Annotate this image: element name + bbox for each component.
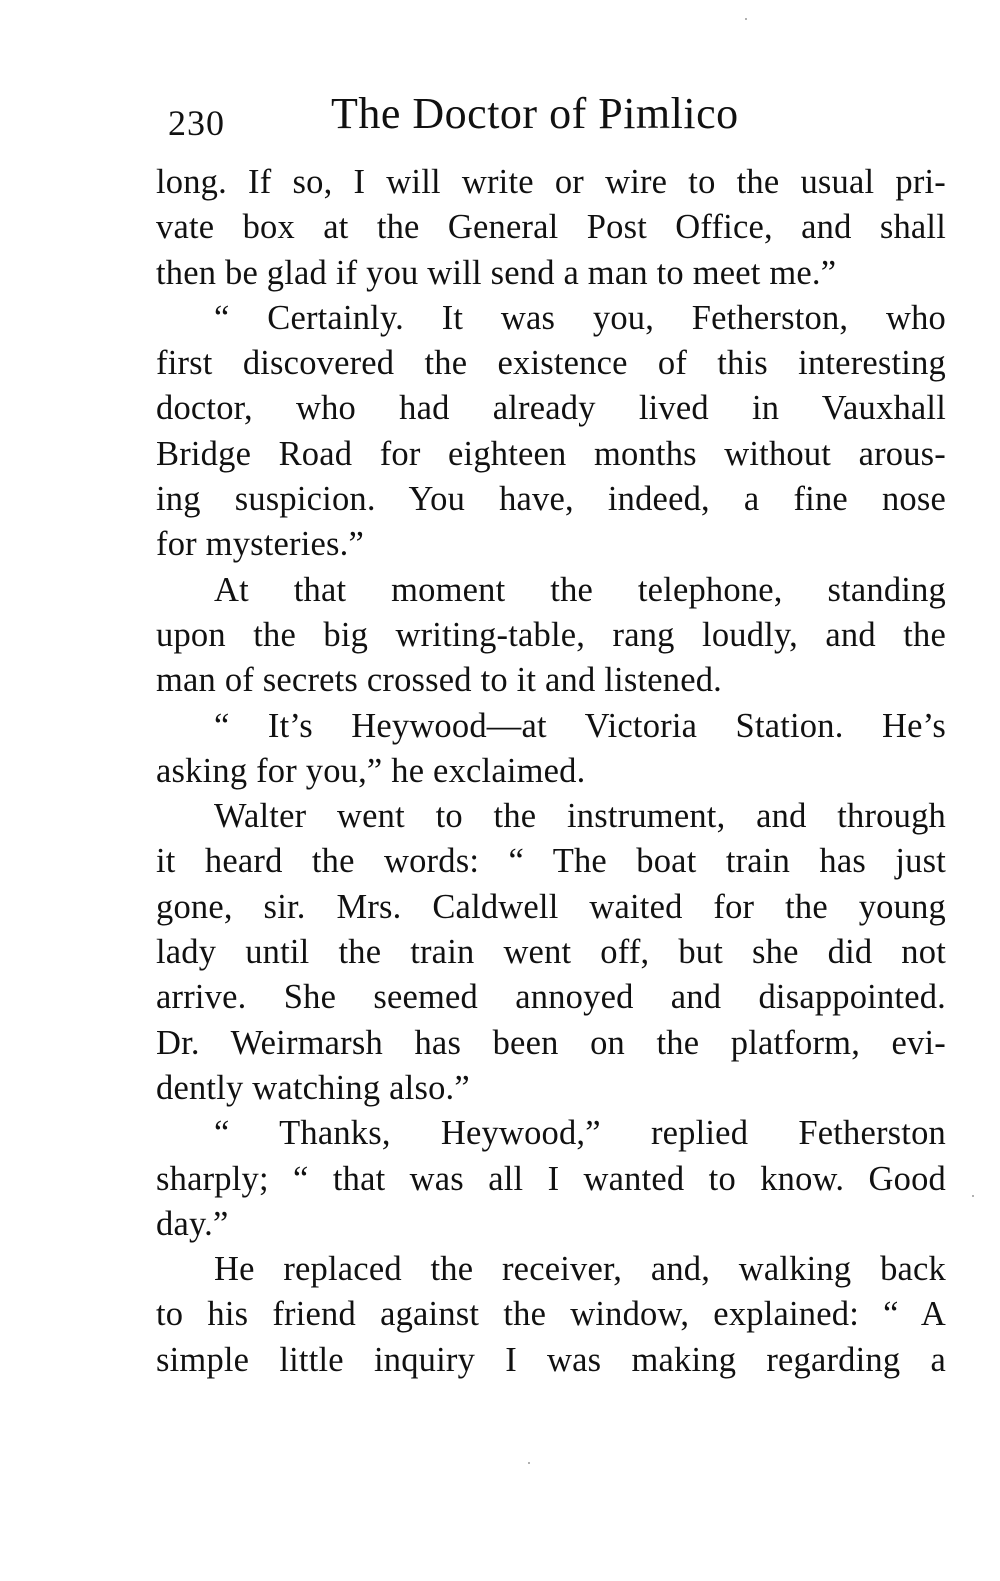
text-line: Bridge Road for eighteen months without arous- — [156, 434, 946, 473]
text-line: first discovered the existence of this interesting — [156, 344, 946, 383]
text-line: gone, sir. Mrs. Caldwell waited for the young — [156, 887, 946, 926]
text-line: it heard the words: “ The boat train has just — [156, 842, 946, 881]
scan-speck — [972, 1195, 974, 1197]
text-line: sharply; “ that was all I wanted to know. Good — [156, 1159, 946, 1198]
text-line: asking for you,” he exclaimed. — [156, 751, 586, 790]
page-number: 230 — [168, 103, 225, 143]
text-line: He replaced the receiver, and, walking back — [214, 1250, 946, 1289]
text-line: ing suspicion. You have, indeed, a fine nose — [156, 480, 946, 519]
text-line: man of secrets crossed to it and listened. — [156, 661, 722, 700]
text-line: to his friend against the window, explained: “ A — [156, 1295, 946, 1334]
text-line: Dr. Weirmarsh has been on the platform, evi- — [156, 1023, 946, 1062]
text-line: “ Thanks, Heywood,” replied Fetherston — [214, 1114, 946, 1153]
text-line: “ It’s Heywood—at Victoria Station. He’s — [214, 706, 946, 745]
text-line: lady until the train went off, but she did not — [156, 933, 946, 972]
page-header — [168, 88, 948, 148]
text-line: simple little inquiry I was making regarding a — [156, 1340, 946, 1379]
text-line: “ Certainly. It was you, Fetherston, who — [214, 298, 946, 337]
text-line: At that moment the telephone, standing — [214, 570, 946, 609]
text-line: doctor, who had already lived in Vauxhall — [156, 389, 946, 428]
text-line: arrive. She seemed annoyed and disappointed. — [156, 978, 946, 1017]
running-title: The Doctor of Pimlico — [331, 89, 739, 138]
scan-speck — [528, 1462, 530, 1464]
text-line: for mysteries.” — [156, 525, 365, 564]
text-line: upon the big writing-table, rang loudly, and the — [156, 615, 946, 654]
text-line: then be glad if you will send a man to meet me.” — [156, 253, 837, 292]
text-line: dently watching also.” — [156, 1068, 470, 1107]
text-line: vate box at the General Post Office, and shall — [156, 208, 946, 247]
scan-speck — [745, 18, 747, 20]
text-line: Walter went to the instrument, and through — [214, 797, 946, 836]
text-line: long. If so, I will write or wire to the usual pri- — [156, 163, 946, 201]
body-text — [156, 160, 946, 1383]
text-line: day.” — [156, 1204, 229, 1243]
